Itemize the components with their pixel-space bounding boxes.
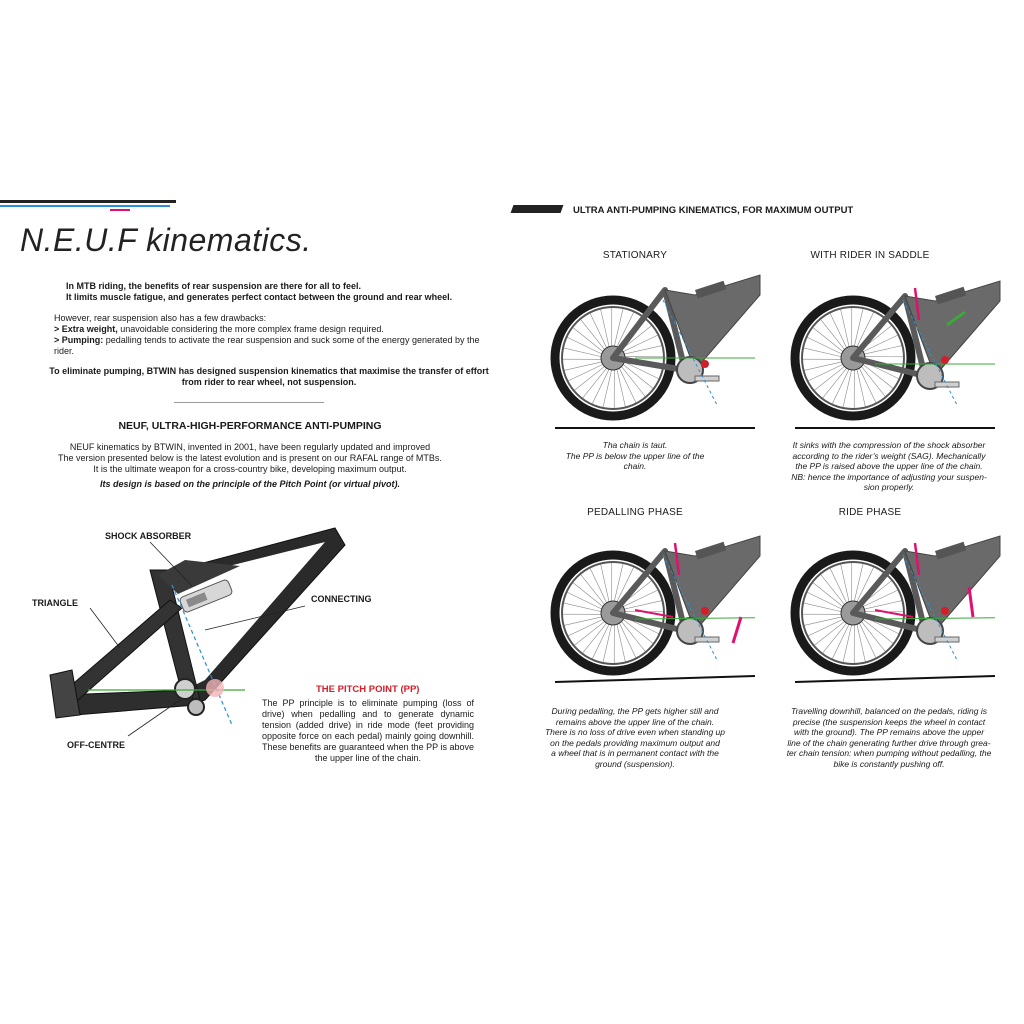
spoke — [857, 618, 876, 658]
chain-line — [875, 618, 995, 619]
spoke — [590, 313, 609, 353]
neuf-line: It is the ultimate weapon for a cross-country bike, developing maximum output. — [93, 464, 407, 474]
bike-panel-stationary — [545, 270, 765, 435]
panel-caption-saddle — [778, 440, 1000, 493]
pitch-point-heading: THE PITCH POINT (PP) — [316, 684, 420, 695]
label-off-centre: OFF-CENTRE — [67, 740, 125, 750]
spoke — [592, 619, 611, 659]
caption-line: remains above the upper line of the chain. — [555, 716, 715, 727]
neuf-line: NEUF kinematics by BTWIN, invented in 2001, have been regularly updated and improved — [69, 442, 431, 452]
panel-caption-ride — [773, 706, 1005, 769]
panel-heading-ride: RIDE PHASE — [838, 507, 902, 518]
pitch-point-marker — [206, 679, 224, 697]
spoke — [832, 364, 851, 404]
spoke — [567, 592, 607, 611]
caption-line: with the ground). The PP remains above the upper — [793, 727, 985, 737]
spoke — [590, 568, 609, 608]
intro-text — [66, 281, 486, 303]
divider — [174, 402, 324, 403]
spoke — [808, 362, 848, 381]
spoke — [592, 364, 611, 404]
caption-line: Travelling downhill, balanced on the pedals, riding is — [791, 706, 987, 716]
spoke — [807, 337, 847, 356]
leader-line — [90, 608, 120, 648]
spoke — [568, 617, 608, 636]
section-bar — [511, 205, 564, 213]
spoke — [617, 363, 636, 403]
drawbacks — [54, 313, 484, 357]
drawbacks-intro: However, rear suspension also has a few drawbacks: — [54, 313, 267, 323]
bike-panel-ride — [785, 525, 1005, 690]
pitch-point-marker — [941, 607, 949, 615]
panel-caption-pedalling — [535, 706, 735, 769]
crank-arm — [695, 376, 719, 381]
drawback-weight — [54, 324, 484, 335]
neuf-heading: NEUF, ULTRA-HIGH-PERFORMANCE ANTI-PUMPING — [118, 420, 382, 432]
bike-panel-pedalling — [545, 525, 765, 690]
intro-line: It limits muscle fatigue, and generates perfect contact between the ground and rear wheel. — [66, 292, 453, 302]
pitch-point-marker — [941, 356, 949, 364]
intro-line: In MTB riding, the benefits of rear suspension are there for all to feel. — [66, 281, 362, 291]
eliminate-pumping-text: To eliminate pumping, BTWIN has designed suspension kinematics that maximise the transfer of effort from rider to rear wheel, not suspension. — [49, 366, 489, 387]
caption-line: bike is constantly pushing off. — [833, 758, 945, 769]
caption-line: the PP is raised above the upper line of the chain. — [795, 461, 983, 471]
caption-line: There is no loss of drive even when standing up — [544, 727, 726, 737]
caption-line: Tha chain is taut. — [602, 440, 668, 450]
chain-line — [635, 618, 755, 619]
caption-line: It sinks with the compression of the shock absorber — [792, 440, 986, 450]
pedal-force-arrow — [733, 617, 741, 643]
spoke — [830, 568, 849, 608]
caption-line: on the pedals providing maximum output and — [550, 737, 720, 748]
label-shock-absorber: SHOCK ABSORBER — [105, 531, 192, 541]
caption-line: ter chain tension: when pumping without pedalling, the — [786, 748, 992, 758]
stripe-magenta — [110, 209, 130, 211]
ground-line — [795, 676, 995, 682]
pedal-force-arrow — [969, 587, 973, 617]
spoke — [807, 592, 847, 611]
spoke — [567, 337, 607, 356]
spoke — [857, 363, 876, 403]
caption-line: NB: hence the importance of adjusting your suspen- — [791, 471, 987, 482]
spoke — [568, 362, 608, 381]
caption-line: chain. — [623, 461, 647, 471]
caption-line: a wheel that is in permanent contact with the — [551, 748, 719, 758]
caption-line: precise (the suspension keeps the wheel in contact — [792, 716, 986, 727]
neuf-body — [40, 442, 460, 475]
spoke — [832, 619, 851, 659]
panel-heading-pedalling: PEDALLING PHASE — [587, 507, 683, 518]
stripe-dark — [0, 200, 176, 203]
neuf-emphasis: Its design is based on the principle of the Pitch Point (or virtual pivot). — [99, 479, 401, 489]
caption-line: line of the chain generating further drive through grea- — [787, 737, 991, 748]
pitch-point-text: The PP principle is to eliminate pumping (loss of drive) when pedalling and to generate dynamic tension (added drive) in ride mode (feet providing opposite force on each pedal) mainly going downhill. These benefits are guaranteed when the PP is above — [262, 698, 474, 752]
pitch-point-body — [262, 698, 474, 764]
drawback-label: > Pumping: — [54, 335, 104, 345]
panel-heading-stationary: STATIONARY — [602, 250, 668, 261]
section-title: ULTRA ANTI-PUMPING KINEMATICS, FOR MAXIMUM OUTPUT — [573, 205, 854, 216]
panel-caption-stationary — [555, 440, 715, 472]
pitch-point-marker — [701, 360, 709, 368]
drawback-label: > Extra weight, — [54, 324, 118, 334]
caption-line: During pedalling, the PP gets higher still and — [551, 706, 719, 716]
stripe-blue — [0, 205, 170, 207]
label-triangle: TRIANGLE — [32, 598, 78, 608]
bike-panel-saddle — [785, 270, 1005, 435]
drawback-text: pedalling tends to activate the rear suspension and suck some of the energy generated by the rider. — [54, 335, 480, 356]
ground-line — [555, 676, 755, 682]
label-connecting: CONNECTING — [311, 594, 372, 604]
neuf-line: The version presented below is the latest evolution and is present on our RAFAL range of MTBs. — [58, 453, 442, 463]
spoke — [830, 313, 849, 353]
pitch-point-marker — [701, 607, 709, 615]
drawback-text: unavoidable considering the more complex frame design required. — [117, 324, 384, 334]
page-title: N.E.U.F kinematics. — [20, 222, 312, 258]
caption-line: ground (suspension). — [595, 758, 675, 769]
drawback-pumping — [54, 335, 484, 357]
caption-line: sion properly. — [863, 482, 915, 492]
panel-heading-saddle: WITH RIDER IN SADDLE — [810, 250, 930, 261]
caption-line: according to the rider’s weight (SAG). Mechanically — [792, 450, 986, 461]
spoke — [617, 618, 636, 658]
spoke — [808, 617, 848, 636]
pitch-point-text-end: the upper line of the chain. — [314, 753, 422, 763]
caption-line: The PP is below the upper line of the — [565, 450, 705, 461]
